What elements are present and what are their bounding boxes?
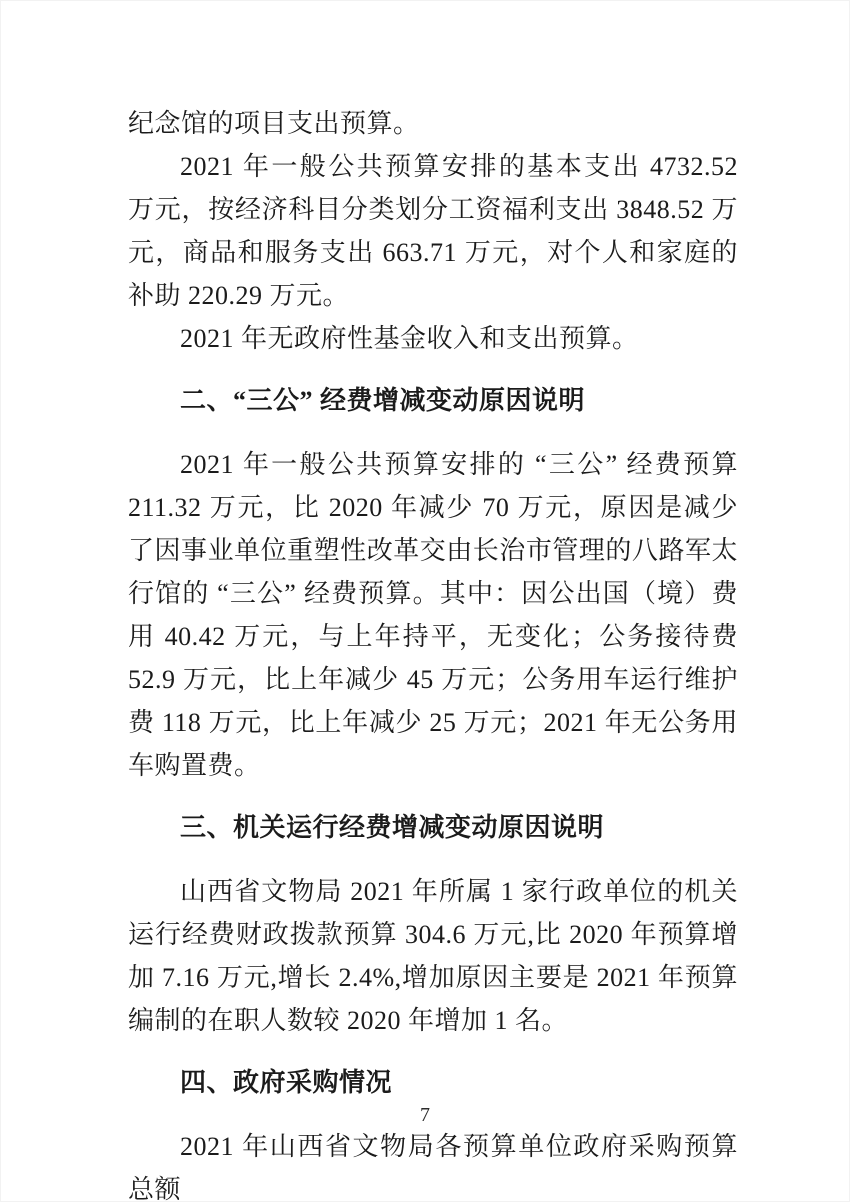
document-body [128,102,738,1202]
paragraph-government-procurement-intro: 2021 年山西省文物局各预算单位政府采购预算总额 [128,1132,738,1202]
page-number: 7 [420,1104,430,1126]
paragraph-continuation: 纪念馆的项目支出预算。 [128,109,420,138]
section-heading-3-agency-operation-funds: 三、机关运行经费增减变动原因说明 [180,813,605,842]
paragraph-no-government-fund: 2021 年无政府性基金收入和支出预算。 [180,324,639,353]
paragraph-three-public-expenses-detail: 2021 年一般公共预算安排的 “三公” 经费预算 211.32 万元，比 2020 年减少 70 万元，原因是减少了因事业单位重塑性改革交由长治市管理的八路军太行馆的 “三公” 经费预算。其中：因公出国（境）费用 40.42 万元，与上年持平，无变化；公务接待费 52.9 万元，比上年减少 45 万元；公务用车运行维护费 118 万元，比上年减少 25 万元；2021 年无公务用车购置费。 [128,450,738,780]
section-heading-2-three-public-expenses: 二、“三公” 经费增减变动原因说明 [180,386,586,415]
paragraph-agency-operation-funds-detail: 山西省文物局 2021 年所属 1 家行政单位的机关运行经费财政拨款预算 304.6 万元,比 2020 年预算增加 7.16 万元,增长 2.4%,增加原因主要是 2021 年预算编制的在职人数较 2020 年增加 1 名。 [128,877,738,1035]
paragraph-basic-expenditure: 2021 年一般公共预算安排的基本支出 4732.52 万元，按经济科目分类划分工资福利支出 3848.52 万元，商品和服务支出 663.71 万元，对个人和家庭的补助 220.29 万元。 [128,152,738,310]
section-heading-4-government-procurement: 四、政府采购情况 [180,1068,393,1097]
